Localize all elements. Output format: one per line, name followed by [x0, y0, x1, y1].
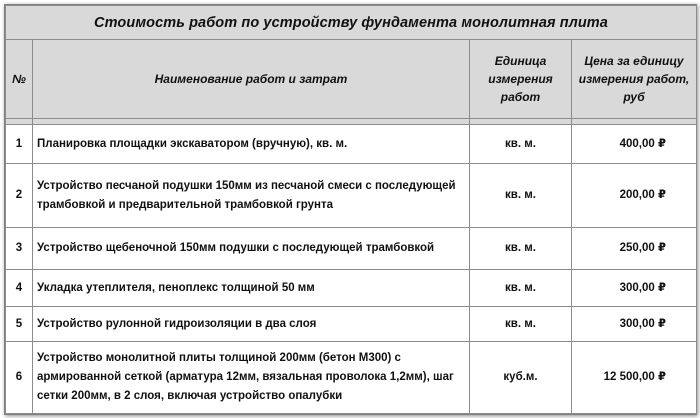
row-work-name: Укладка утеплителя, пеноплекс толщиной 50 мм — [33, 270, 470, 307]
row-price: 300,00 ₽ — [572, 270, 697, 307]
table-row — [6, 307, 697, 342]
row-price: 300,00 ₽ — [572, 307, 697, 342]
row-unit: куб.м. — [470, 342, 572, 414]
row-unit: кв. м. — [470, 125, 572, 164]
table-row — [6, 164, 697, 228]
header-unit-line: работ — [500, 90, 541, 104]
header-price-line: руб — [623, 90, 645, 104]
header-unit-line: измерения — [488, 72, 553, 86]
price-table — [5, 5, 697, 414]
header-row — [6, 40, 697, 119]
header-price-line: измерения работ, — [578, 72, 690, 86]
row-work-name: Планировка площадки экскаватором (вручную), кв. м. — [33, 125, 470, 164]
header-price-line: Цена за единицу — [584, 54, 684, 68]
table-title: Стоимость работ по устройству фундамента монолитная плита — [6, 6, 697, 40]
row-price: 400,00 ₽ — [572, 125, 697, 164]
table-row — [6, 270, 697, 307]
header-price — [572, 40, 697, 119]
table-row — [6, 125, 697, 164]
row-work-name: Устройство песчаной подушки 150мм из песчаной смеси с последующей трамбовкой и предварительной трамбовкой грунта — [33, 164, 470, 228]
price-table-frame — [4, 4, 697, 415]
row-unit: кв. м. — [470, 164, 572, 228]
row-price: 250,00 ₽ — [572, 228, 697, 270]
header-num: № — [6, 40, 33, 119]
row-number: 1 — [6, 125, 33, 164]
row-unit: кв. м. — [470, 228, 572, 270]
header-unit — [470, 40, 572, 119]
row-number: 4 — [6, 270, 33, 307]
table-row — [6, 342, 697, 414]
title-row — [6, 6, 697, 40]
header-name: Наименование работ и затрат — [33, 40, 470, 119]
row-number: 2 — [6, 164, 33, 228]
row-work-name: Устройство рулонной гидроизоляции в два слоя — [33, 307, 470, 342]
row-work-name: Устройство щебеночной 150мм подушки с последующей трамбовкой — [33, 228, 470, 270]
table-row — [6, 228, 697, 270]
row-work-name: Устройство монолитной плиты толщиной 200мм (бетон М300) с армированной сеткой (арматура 12мм, вязальная проволока 1,2мм), шаг сетки 200мм, в 2 слоя, включая устройство опалубки — [33, 342, 470, 414]
header-unit-line: Единица — [494, 54, 547, 68]
row-price: 200,00 ₽ — [572, 164, 697, 228]
row-number: 3 — [6, 228, 33, 270]
row-number: 5 — [6, 307, 33, 342]
row-number: 6 — [6, 342, 33, 414]
row-price: 12 500,00 ₽ — [572, 342, 697, 414]
row-unit: кв. м. — [470, 307, 572, 342]
row-unit: кв. м. — [470, 270, 572, 307]
